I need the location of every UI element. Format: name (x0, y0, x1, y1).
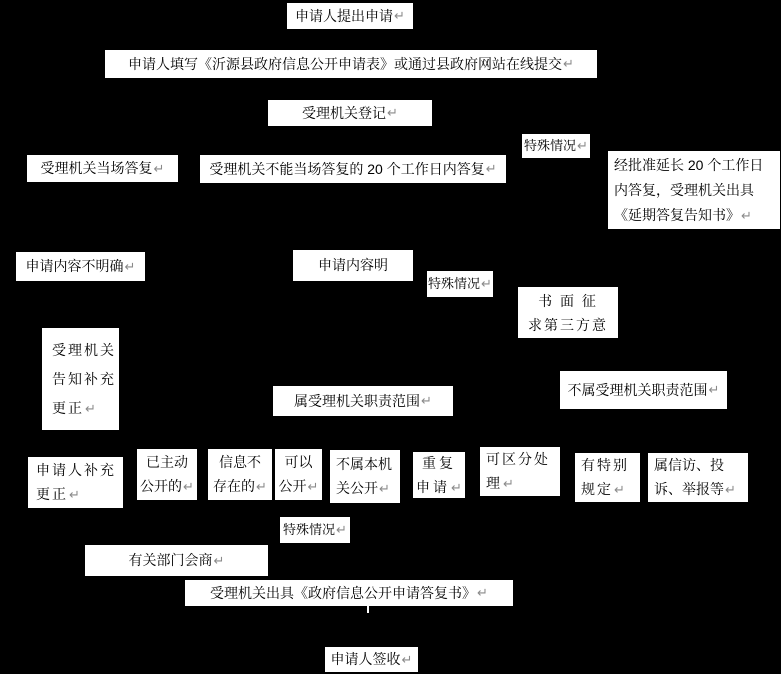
flow-node-partially-processable (480, 447, 560, 496)
line-break-mark: ↵ (421, 393, 432, 409)
node-text: 申请人签收 (330, 651, 401, 668)
line-break-mark: ↵ (69, 487, 80, 502)
node-text-line: 已主动 (146, 454, 188, 470)
flow-node-petition-complaint (648, 453, 748, 502)
flow-node-reply-within-20-days (200, 155, 506, 183)
line-break-mark: ↵ (503, 476, 514, 491)
node-text-line: 属信访、投 (654, 457, 724, 473)
line-break-mark: ↵ (741, 207, 752, 223)
node-text: 特殊情况 (524, 138, 577, 154)
line-break-mark: ↵ (708, 382, 720, 398)
flow-node-special-case-bottom (280, 517, 350, 543)
line-break-mark: ↵ (485, 161, 497, 177)
node-text-line: 公开的 (140, 478, 183, 494)
flow-node-submit-application (287, 3, 413, 29)
flow-node-within-duty-scope (273, 386, 453, 416)
node-text-line: 求第三方意 (528, 316, 608, 333)
flow-node-not-this-org-disclose (330, 450, 400, 503)
line-break-mark: ↵ (379, 481, 390, 496)
flow-node-onsite-reply (27, 155, 178, 182)
node-text-line: 公开 (278, 478, 307, 494)
node-text: 有关部门会商 (128, 552, 213, 569)
flow-node-not-within-duty-scope (560, 371, 727, 409)
line-break-mark: ↵ (256, 479, 267, 494)
node-text: 受理机关出具《政府信息公开申请答复书》 (210, 584, 477, 601)
node-text-line: 申请 (416, 478, 451, 495)
node-text-line: 诉、举报等 (654, 481, 724, 497)
line-break-mark: ↵ (725, 482, 736, 497)
node-text: 不属受理机关职责范围 (567, 381, 708, 398)
flow-node-special-provisions (575, 453, 640, 502)
flow-node-fill-form (105, 50, 597, 78)
node-text: 申请内容明 (318, 257, 388, 274)
flow-node-department-consultation (85, 545, 268, 576)
line-break-mark: ↵ (577, 138, 588, 154)
node-text-line: 重复 (422, 454, 456, 471)
node-text-line: 不属本机 (336, 456, 392, 472)
line-break-mark: ↵ (307, 479, 319, 494)
flow-node-can-disclose (275, 449, 322, 500)
flow-node-content-unclear (16, 252, 145, 281)
node-text-line: 存在的 (213, 478, 256, 494)
node-text-line: 更正 (52, 399, 84, 416)
flow-node-special-case-top (522, 134, 590, 158)
flow-node-content-clear (293, 250, 413, 281)
node-text-line: 有特别 (581, 457, 629, 473)
line-break-mark: ↵ (336, 522, 347, 538)
flow-node-notify-supplement (42, 328, 119, 430)
flow-node-info-not-exist (208, 449, 272, 500)
line-break-mark: ↵ (614, 482, 625, 497)
node-text-line: 书 面 征 (538, 292, 598, 309)
node-text: 申请内容不明确 (25, 258, 124, 275)
line-break-mark: ↵ (401, 651, 413, 667)
line-break-mark: ↵ (183, 479, 194, 494)
node-text-line: 更正 (36, 486, 68, 502)
node-text-line: 理 (486, 475, 502, 491)
node-text-line: 可以 (284, 454, 313, 470)
node-text: 申请人提出申请 (295, 7, 394, 24)
node-text: 受理机关不能当场答复的 20 个工作日内答复 (209, 160, 485, 177)
node-text-line: 受理机关 (52, 341, 116, 358)
line-break-mark: ↵ (481, 276, 492, 292)
flow-node-special-case-mid (427, 271, 493, 297)
node-text-line: 申请人补充 (36, 462, 116, 478)
line-break-mark: ↵ (451, 479, 462, 495)
line-break-mark: ↵ (213, 552, 225, 568)
line-break-mark: ↵ (477, 585, 488, 601)
node-text: 属受理机关职责范围 (294, 392, 421, 409)
flow-node-applicant-supplement (28, 457, 123, 508)
node-text-line: 关公开 (336, 480, 378, 496)
line-break-mark: ↵ (394, 8, 405, 24)
node-text-line: 告知补充 (52, 370, 116, 387)
node-text-line: 《延期答复告知书》 (614, 206, 740, 223)
node-text: 特殊情况 (283, 522, 336, 538)
line-break-mark: ↵ (153, 160, 165, 176)
node-text-line: 信息不 (219, 454, 261, 470)
flow-node-register (268, 100, 432, 126)
flow-node-extension-reply (608, 151, 780, 229)
flow-node-already-disclosed (137, 449, 197, 500)
node-text: 受理机关登记 (302, 104, 387, 121)
node-text: 申请人填写《沂源县政府信息公开申请表》或通过县政府网站在线提交 (128, 55, 563, 72)
flow-node-issue-reply-document (185, 580, 513, 606)
flow-node-repeated-application (413, 452, 465, 498)
node-text: 受理机关当场答复 (40, 160, 153, 177)
connector-stub (367, 606, 369, 613)
node-text: 特殊情况 (428, 276, 481, 292)
line-break-mark: ↵ (85, 400, 96, 416)
node-text-line: 可区分处 (486, 451, 550, 467)
line-break-mark: ↵ (563, 56, 574, 72)
flow-node-applicant-sign (325, 647, 418, 672)
node-text-line: 规定 (581, 481, 613, 497)
line-break-mark: ↵ (124, 258, 136, 274)
node-text-line: 经批准延长 20 个工作日 (614, 156, 764, 173)
flow-node-third-party-opinion (518, 287, 618, 338)
node-text-line: 内答复，受理机关出具 (614, 181, 754, 198)
line-break-mark: ↵ (387, 105, 398, 121)
